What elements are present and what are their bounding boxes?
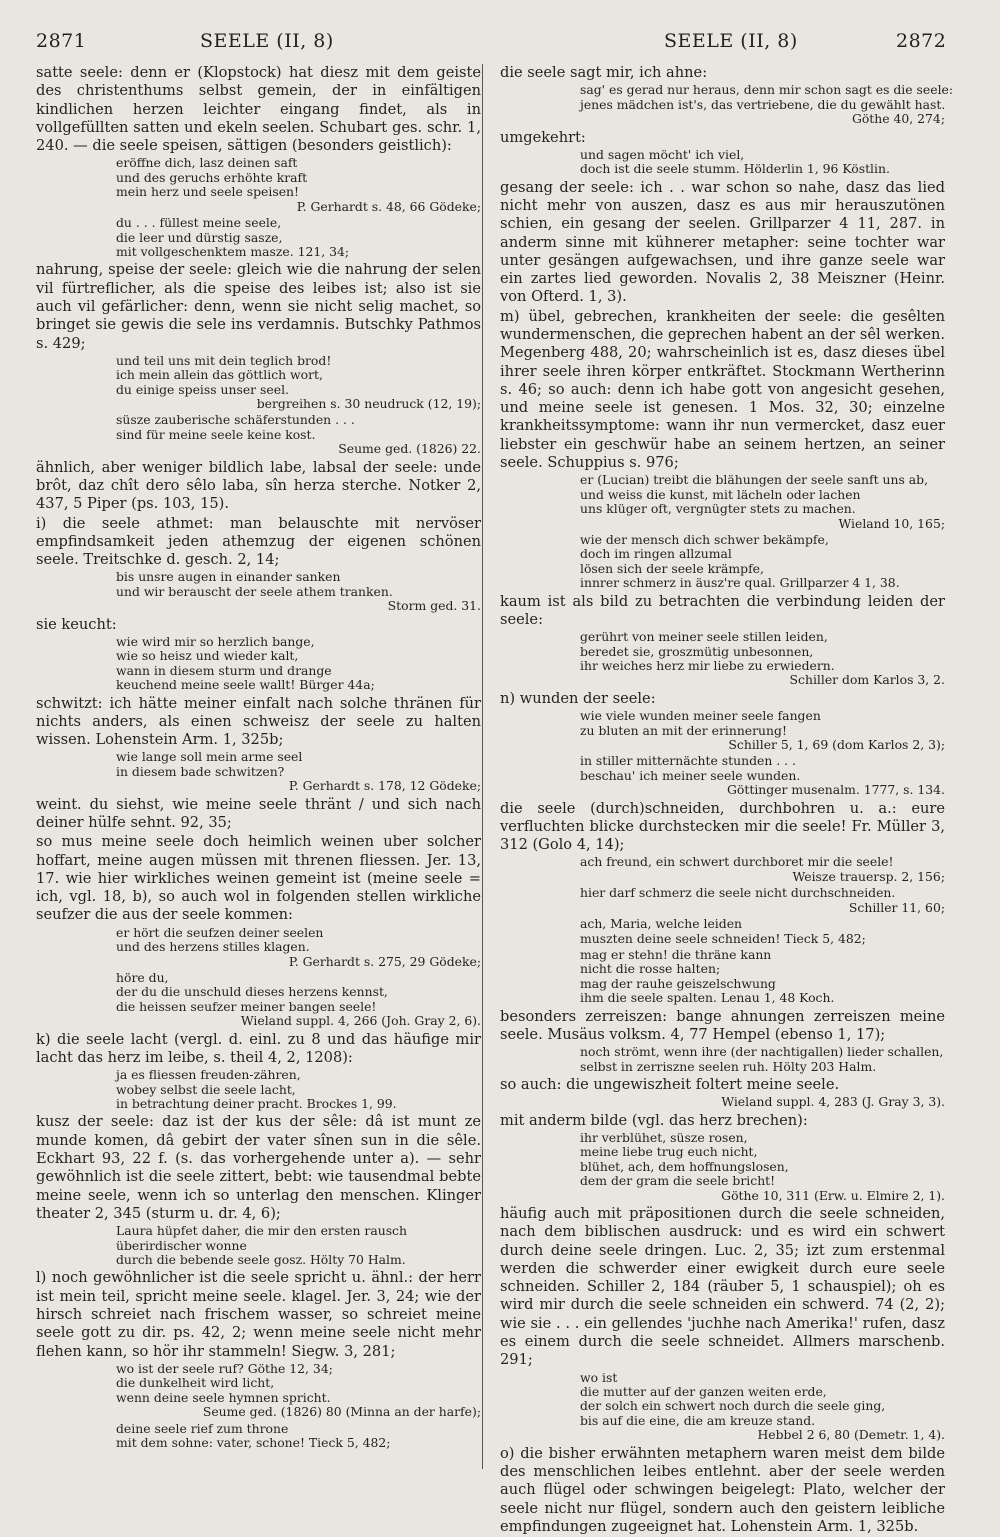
verse-line: uns klüger oft, vergnügter stets zu machen. (580, 501, 856, 517)
verse-line: wie wird mir so herzlich bange, (116, 633, 315, 649)
verse-line: Laura hüpfet daher, die mir den ersten rausch (116, 1223, 407, 1239)
verse-line: ja es fliessen freuden-zähren, (116, 1067, 301, 1083)
verse-quote (500, 1095, 945, 1109)
verse-quote (36, 216, 481, 259)
verse-line: nicht die rosse halten; (580, 961, 721, 977)
verse-quote (500, 754, 945, 797)
verse-line: keuchend meine seele wallt! Bürger 44a; (116, 677, 375, 693)
verse-line: beschau' ich meiner seele wunden. (580, 767, 801, 783)
verse-line: in stiller mitternächte stunden . . . (580, 753, 796, 769)
verse-line: ihm die seele spalten. Lenau 1, 48 Koch. (580, 990, 835, 1006)
citation-source: Wieland suppl. 4, 266 (Joh. Gray 2, 6). (240, 1013, 481, 1029)
verse-quote (500, 1045, 945, 1074)
verse-line: und des herzens stilles klagen. (116, 939, 310, 955)
verse-line: innrer schmerz in äusz're qual. Grillparzer 4 1, 38. (580, 575, 900, 591)
verse-line: mein herz und seele speisen! (116, 184, 299, 200)
verse-quote (36, 413, 481, 456)
citation-source: bergreihen s. 30 neudruck (12, 19); (256, 396, 481, 412)
column-divider (482, 64, 483, 1469)
verse-line: mag er stehn! die thräne kann (580, 946, 772, 962)
verse-quote (500, 82, 954, 127)
citation-source: Wieland suppl. 4, 283 (J. Gray 3, 3). (721, 1094, 945, 1110)
verse-line: die heissen seufzer meiner bangen seele! (116, 998, 377, 1014)
verse-line: bis unsre augen in einander sanken (116, 569, 341, 585)
citation-source: P. Gerhardt s. 48, 66 Gödeke; (296, 198, 481, 214)
verse-line: wobey selbst die seele lacht, (116, 1081, 296, 1097)
verse-line: muszten deine seele schneiden! Tieck 5, 482; (580, 930, 866, 946)
verse-line: wo ist (580, 1369, 618, 1385)
verse-line: ihr verblühet, süsze rosen, (580, 1129, 748, 1145)
entry-paragraph: k) die seele lacht (vergl. d. einl. zu 8 und das häufige mir lacht das herz im leibe, s. theil 4, 2, 1208): (36, 1030, 481, 1066)
verse-line: und sagen möcht' ich viel, (580, 146, 745, 162)
verse-line: blühet, ach, dem hoffnungslosen, (580, 1158, 789, 1174)
verse-line: bis auf die eine, die am kreuze stand. (580, 1412, 816, 1428)
verse-quote (500, 886, 945, 915)
entry-paragraph: kaum ist als bild zu betrachten die verbindung leiden der seele: (500, 592, 945, 628)
verse-line: die leer und dürstig sasze, (116, 229, 283, 245)
verse-line: wenn deine seele hymnen spricht. (116, 1389, 331, 1405)
entry-paragraph: o) die bisher erwähnten metaphern waren meist dem bilde des menschlichen leibes entlehnt. aber der seele werden auch flügel oder schwingen beigelegt: Plato, welcher der seele nicht nur flügel, sondern auch den geistern leibliche empfindungen zugeeignet hat. Lohenstein Arm. 1, 325b. (500, 1444, 945, 1535)
verse-line: eröffne dich, lasz deinen saft (116, 155, 298, 171)
citation-source: P. Gerhardt s. 178, 12 Gödeke; (288, 778, 481, 794)
citation-source: Göthe 10, 311 (Erw. u. Elmire 2, 1). (721, 1187, 945, 1203)
running-title-left: SEELE (II, 8) (200, 30, 334, 52)
verse-quote (500, 855, 945, 884)
verse-line: selbst in zerrisznе seelen ruh. Hölty 203 Halm. (580, 1058, 877, 1074)
verse-line: die mutter auf der ganzen weiten erde, (580, 1384, 827, 1400)
entry-paragraph: so auch: die ungewiszheit foltert meine seele. (500, 1075, 840, 1093)
verse-quote (500, 1371, 945, 1443)
verse-line: der du die unschuld dieses herzens kennst, (116, 984, 388, 1000)
verse-quote (36, 750, 481, 793)
verse-quote (500, 533, 945, 591)
running-title-right: SEELE (II, 8) (664, 30, 798, 52)
entry-paragraph: m) übel, gebrechen, krankheiten der seele: die gesêlten wundermenschen, die geprechen habent an der sêl werken. Megenberg 488, 20; wahrscheinlich ist es, dasz dieses übel ihrer seele ihren körper entkräftet. Stockmann Wertherinn s. 46; so auch: denn ich habe gott von angesicht gesehen, und meine seele ist genesen. 1 Mos. 32, 30; einzelne krankheitssymptome: wann ihr nun vermercket, dasz euer liebster ein geschwür habe an seinem hertzen, an seiner seele. Schuppius s. 976; (500, 307, 945, 472)
verse-line: durch die bebende seele gosz. Hölty 70 Halm. (116, 1252, 406, 1268)
verse-line: beredet sie, groszmütig unbesonnen, (580, 643, 814, 659)
verse-line: in diesem bade schwitzen? (116, 763, 285, 779)
verse-quote (36, 1068, 481, 1111)
entry-paragraph: ähnlich, aber weniger bildlich labe, labsal der seele: unde brôt, daz chît dero sêlo laba, sîn herza sterche. Notker 2, 437, 5 Piper (ps. 103, 15). (36, 458, 481, 513)
verse-quote (36, 354, 481, 412)
verse-line: ich mein allein das göttlich wort, (116, 367, 323, 383)
verse-quote (500, 948, 945, 1006)
verse-line: und teil uns mit dein teglich brod! (116, 352, 332, 368)
verse-line: mit dem sohne: vater, schone! Tieck 5, 482; (116, 1434, 391, 1450)
entry-paragraph: die seele (durch)schneiden, durchbohren u. a.: eure verfluchten blicke durchstecken mir die seele! Fr. Müller 3, 312 (Golo 4, 14); (500, 799, 945, 854)
entry-paragraph: nahrung, speise der seele: gleich wie die nahrung der selen vil fürtreflicher, als die speise des leibes ist; also ist sie auch vil gefärlicher: denn, wenn sie nicht selig machet, so bringet sie gewis die sele ins verdamnis. Butschky Pathmos s. 429; (36, 261, 481, 352)
verse-line: zu bluten an mit der erinnerung! (580, 722, 787, 738)
verse-line: dem der gram die seele bricht! (580, 1173, 776, 1189)
citation-source: Storm ged. 31. (387, 598, 481, 614)
verse-quote (36, 971, 481, 1029)
citation-source: Göthe 40, 274; (851, 111, 945, 127)
page-number-left: 2871 (36, 30, 87, 52)
verse-line: doch im ringen allzumal (580, 546, 732, 562)
verse-quote (36, 1362, 481, 1420)
entry-paragraph: häufig auch mit präpositionen durch die seele schneiden, nach dem biblischen ausdruck: und es wird ein schwert durch deine seele dringen. Luc. 2, 35; izt zum erstenmal werden die schwerder einer ewigkeit durch eure seele schneiden. Schiller 2, 184 (räuber 5, 1 schauspiel); oh es wird mir durch die seele schneiden ein schwerd. 74 (2, 2); wie sie . . . ein gellendes 'juchhe nach Amerika!' rufen, dasz es einem durch die seele schneidet. Allmers marschenb. 291; (500, 1204, 945, 1369)
verse-line: wo ist der seele ruf? Göthe 12, 34; (116, 1360, 333, 1376)
verse-line: wie viele wunden meiner seele fangen (580, 708, 821, 724)
verse-line: ach freund, ein schwert durchboret mir die seele! (580, 854, 894, 870)
verse-line: wann in diesem sturm und drange (116, 662, 332, 678)
entry-paragraph: besonders zerreiszen: bange ahnungen zerreiszen meine seele. Musäus volksm. 4, 77 Hempel (ebenso 1, 17); (500, 1007, 945, 1043)
page-number-right: 2872 (896, 30, 947, 52)
verse-line: deine seele rief zum throne (116, 1420, 289, 1436)
verse-quote (500, 709, 945, 752)
verse-line: überirdischer wonne (116, 1237, 247, 1253)
verse-line: und wir berauscht der seele athem tranken. (116, 583, 393, 599)
verse-quote (500, 1131, 945, 1203)
verse-line: hier darf schmerz die seele nicht durchschneiden. (580, 885, 896, 901)
verse-line: mit vollgeschenktem masze. 121, 34; (116, 243, 350, 259)
verse-line: er hört die seufzen deiner seelen (116, 924, 324, 940)
right-column (500, 64, 954, 1537)
left-column (36, 64, 481, 1452)
verse-quote (500, 630, 945, 688)
citation-source: P. Gerhardt s. 275, 29 Gödeke; (288, 953, 481, 969)
citation-source: Seume ged. (1826) 22. (338, 441, 481, 457)
entry-paragraph: satte seele: denn er (Klopstock) hat diesz mit dem geiste des christenthums selbst gemein, der in einfältigen kindlichen herzen leichter eingang findet, als in vollgefüllten satten und ekeln seelen. Schubart ges. schr. 1, 240. — die seele speisen, sättigen (besonders geistlich): (36, 64, 481, 155)
entry-paragraph: umgekehrt: (500, 128, 586, 146)
citation-source: Seume ged. (1826) 80 (Minna an der harfe); (202, 1404, 481, 1420)
citation-source: Schiller 11, 60; (848, 899, 945, 915)
citation-source: Schiller dom Karlos 3, 2. (789, 672, 945, 688)
verse-quote (500, 917, 945, 946)
entry-paragraph: l) noch gewöhnlicher ist die seele spricht u. ähnl.: der herr ist mein teil, spricht meine seele. klagel. Jer. 3, 24; wie der hirsch schreiet nach frischem wasser, so schreiet meine seele gott zu dir. ps. 42, 2; wenn meine seele nicht mehr flehen kann, so hör ihr stammeln! Siegw. 3, 281; (36, 1269, 481, 1360)
verse-line: du einige speiss unser seel. (116, 381, 289, 397)
entry-paragraph: kusz der seele: daz ist der kus der sêle: dâ ist munt ze munde komen, dâ gebirt der vater sînen sun in die sêle. Eckhart 93, 22 f. (s. das vorhergehende unter a). — sehr gewöhnlich ist die seele zittert, bebt: wie tausendmal bebte meine seele, wenn ich so unterlag den menschen. Klinger theater 2, 345 (sturm u. dr. 4, 6); (36, 1113, 481, 1222)
citation-source: Hebbel 2 6, 80 (Demetr. 1, 4). (757, 1427, 945, 1443)
entry-paragraph: weint. du siehst, wie meine seele thränt / und sich nach deiner hülfe sehnt. 92, 35; (36, 795, 481, 831)
verse-line: meine liebe trug euch nicht, (580, 1144, 758, 1160)
verse-line: gerührt von meiner seele stillen leiden, (580, 629, 828, 645)
verse-line: die dunkelheit wird licht, (116, 1375, 275, 1391)
verse-line: wie der mensch dich schwer bekämpfe, (580, 532, 829, 547)
verse-line: und weiss die kunst, mit lächeln oder lachen (580, 486, 861, 502)
verse-quote (36, 1422, 481, 1451)
verse-quote (36, 1224, 481, 1267)
entry-paragraph: sie keucht: (36, 615, 117, 633)
verse-quote (36, 570, 481, 613)
verse-quote (36, 635, 481, 693)
verse-line: sind für meine seele keine kost. (116, 426, 316, 442)
verse-line: er (Lucian) treibt die blähungen der seele sanft uns ab, (580, 472, 929, 488)
verse-quote (36, 156, 481, 214)
entry-paragraph: so mus meine seele doch heimlich weinen uber solcher hoffart, meine augen müssen mit threnen fliessen. Jer. 13, 17. wie hier wirkliches weinen gemeint ist (meine seele = ich, vgl. 18, b), so auch wol in folgenden stellen wirkliche seufzer die aus der seele kommen: (36, 833, 481, 924)
verse-line: doch ist die seele stumm. Hölderlin 1, 96 Köstlin. (580, 161, 890, 177)
verse-quote (500, 148, 945, 177)
entry-paragraph: i) die seele athmet: man belauschte mit nervöser empfindsamkeit jeden athemzug der eigenen schönen seele. Treitschke d. gesch. 2, 14; (36, 514, 481, 569)
verse-line: in betrachtung deiner pracht. Brockes 1, 99. (116, 1096, 397, 1112)
verse-quote (36, 926, 481, 969)
entry-paragraph: die seele sagt mir, ich ahne: (500, 64, 708, 81)
entry-paragraph: schwitzt: ich hätte meiner einfalt nach solche thränen für nichts anders, als einen schweisz der seele zu halten wissen. Lohenstein Arm. 1, 325b; (36, 694, 481, 749)
verse-line: mag der rauhe geiszelschwung (580, 975, 776, 991)
verse-line: jenes mädchen ist's, das vertriebene, die du gewählt hast. (580, 96, 946, 112)
verse-line: wie so heisz und wieder kalt, (116, 648, 299, 664)
entry-paragraph: n) wunden der seele: (500, 689, 656, 707)
verse-line: höre du, (116, 969, 169, 985)
citation-source: Göttinger musenalm. 1777, s. 134. (727, 782, 945, 798)
verse-line: ihr weiches herz mir liebe zu erwiedern. (580, 658, 835, 674)
verse-line: noch strömt, wenn ihre (der nachtigallen) lieder schallen, (580, 1044, 944, 1060)
verse-quote (500, 473, 945, 531)
verse-line: du . . . füllest meine seele, (116, 215, 282, 231)
citation-source: Wieland 10, 165; (838, 515, 945, 531)
entry-paragraph: mit anderm bilde (vgl. das herz brechen): (500, 1111, 808, 1129)
verse-line: süsze zauberische schäferstunden . . . (116, 412, 355, 428)
verse-line: ach, Maria, welche leiden (580, 916, 743, 932)
entry-paragraph: gesang der seele: ich . . war schon so nahe, dasz das lied nicht mehr von auszen, dasz es aus mir herauszutönen schien, ein gesang der seelen. Grillparzer 4 11, 287. in anderm sinne mit kühnerer metapher: seine tochter war unter gesängen aufgewachsen, und ihre ganze seele war ein zartes lied geworden. Novalis 2, 38 Meiszner (Heinr. von Ofterd. 1, 3). (500, 178, 945, 306)
citation-source: Weisze trauersp. 2, 156; (792, 868, 945, 884)
verse-line: wie lange soll mein arme seel (116, 749, 303, 765)
verse-line: der solch ein schwert noch durch die seele ging, (580, 1398, 886, 1414)
verse-line: sag' es gerad nur heraus, denn mir schon sagt es die seele: (580, 82, 954, 98)
verse-line: und des geruchs erhöhte kraft (116, 169, 308, 185)
verse-line: lösen sich der seele krämpfe, (580, 560, 764, 576)
citation-source: Schiller 5, 1, 69 (dom Karlos 2, 3); (728, 736, 945, 752)
